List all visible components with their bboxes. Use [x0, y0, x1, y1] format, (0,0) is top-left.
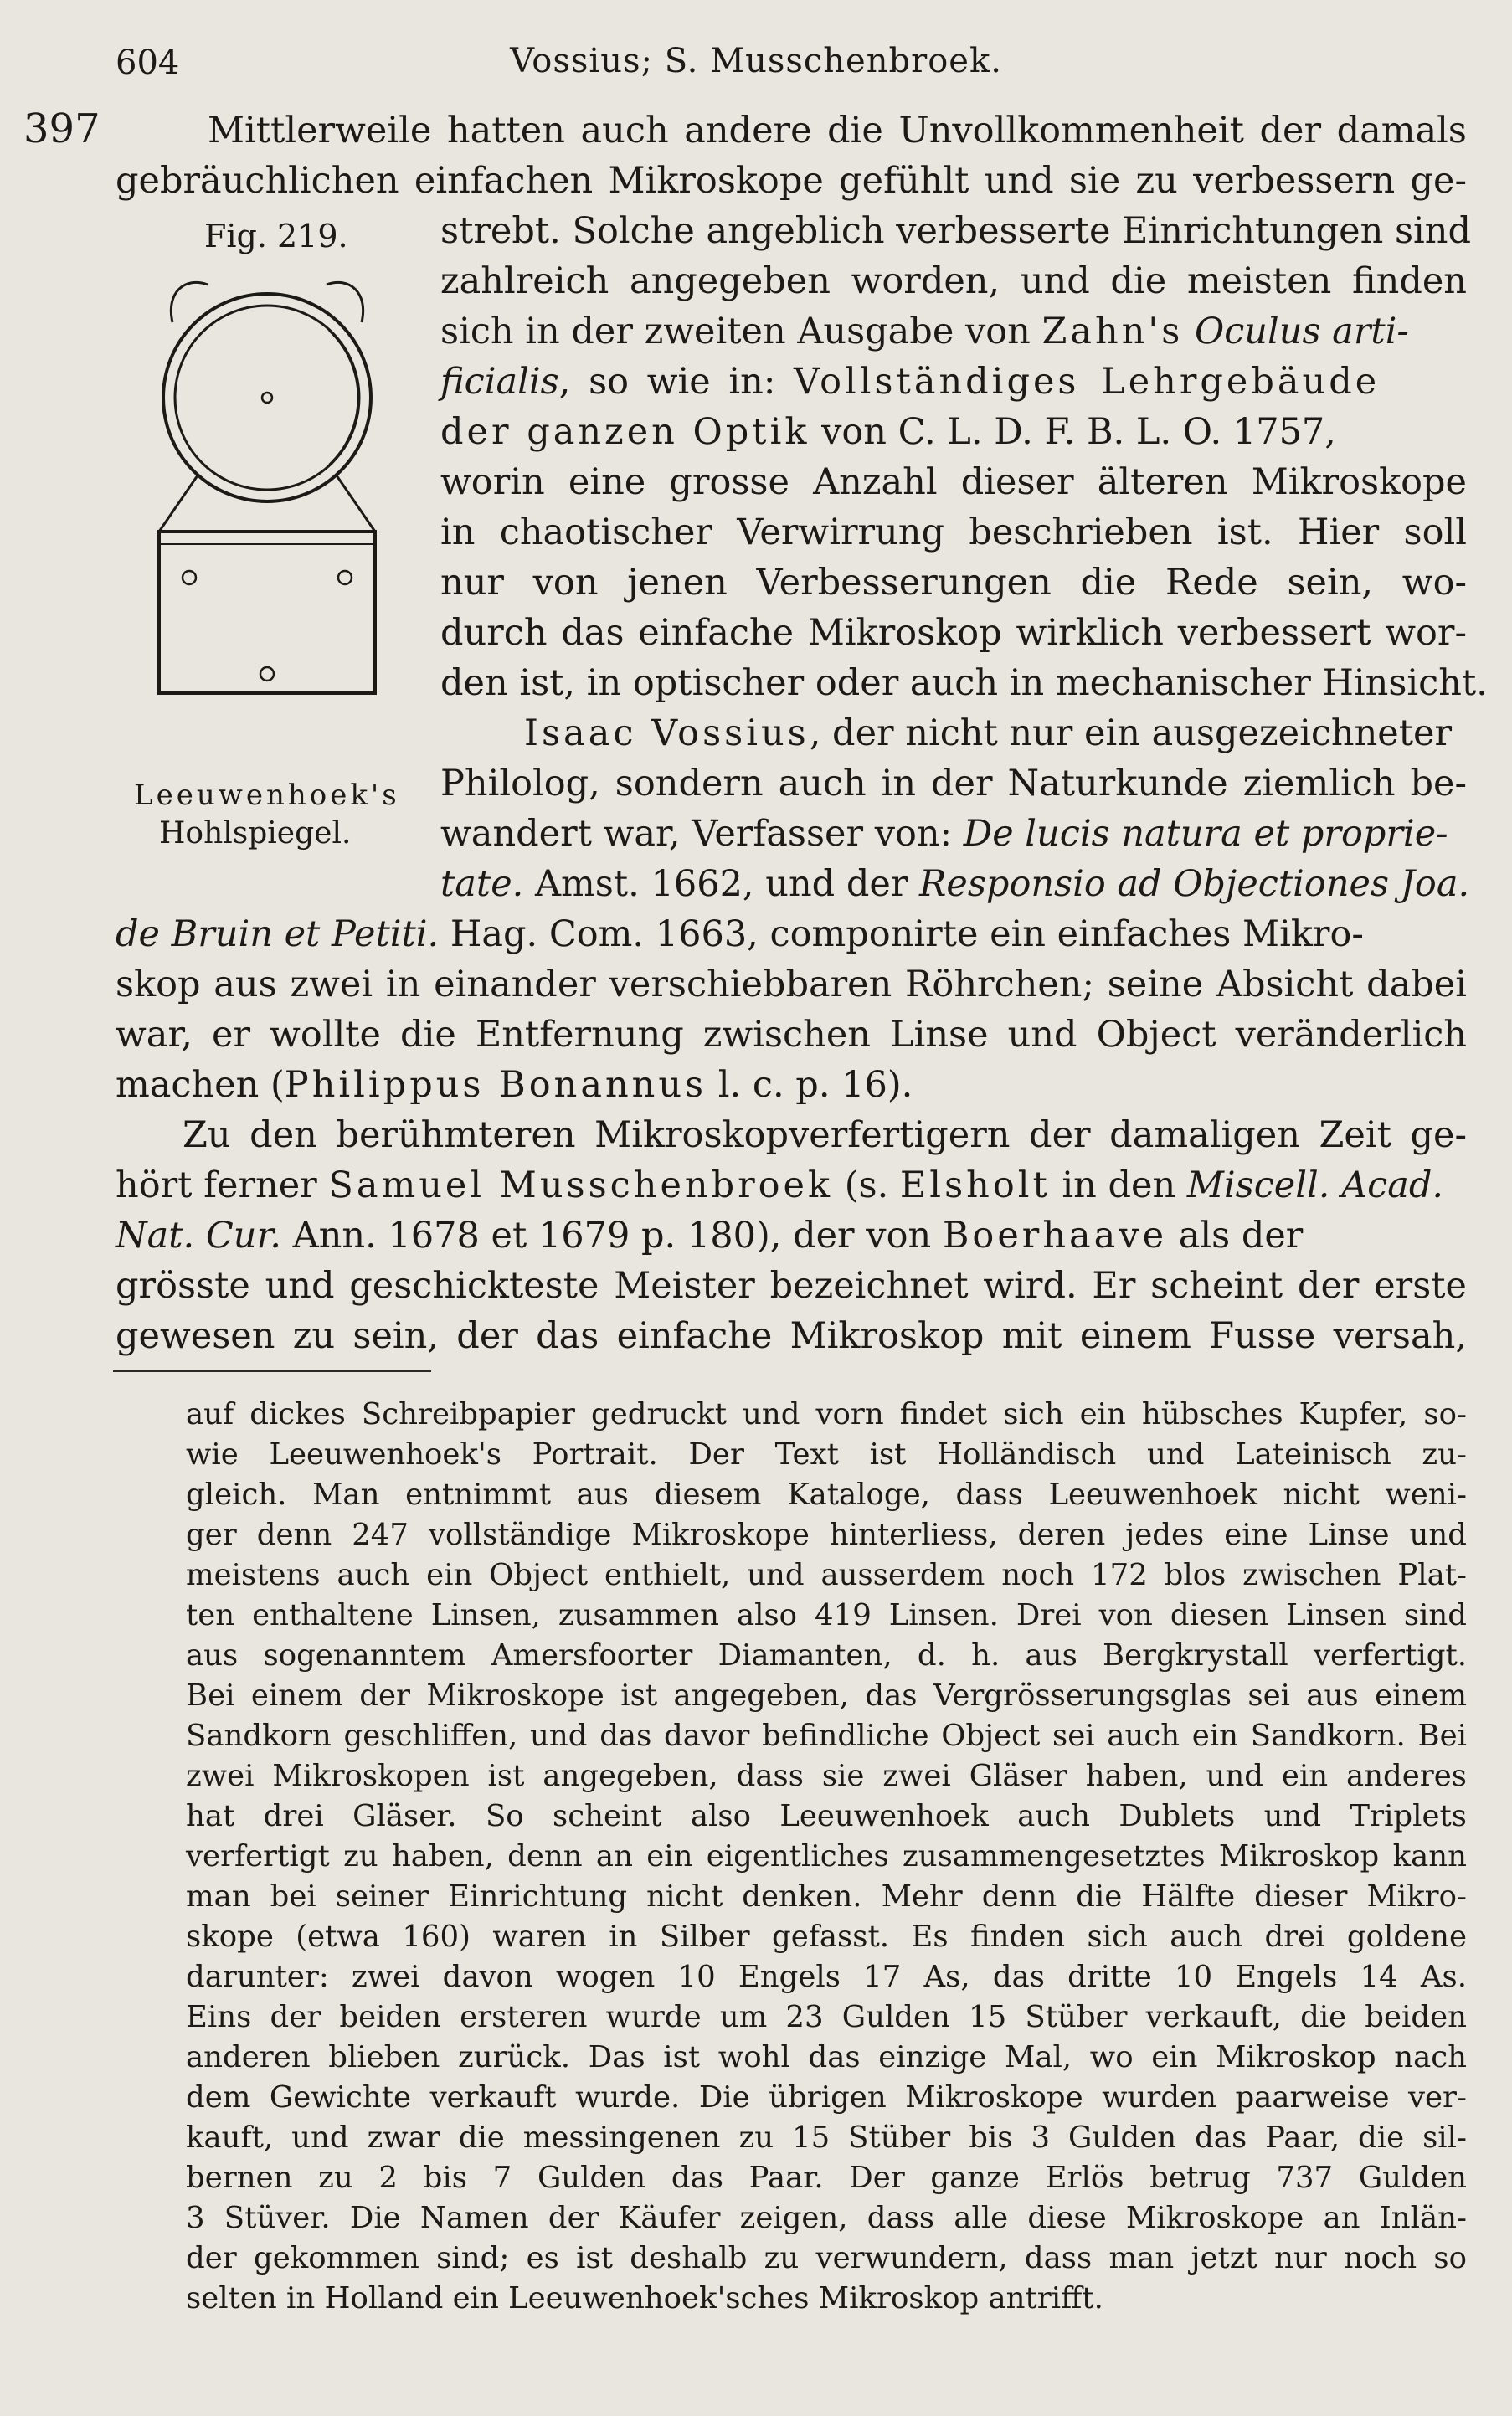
- footnote-line: kauft, und zwar die messingenen zu 15 Stüber bis 3 Gulden das Paar, die sil-: [186, 2120, 1467, 2155]
- text-line: ficialis, so wie in: Vollständiges Lehrgebäude: [440, 361, 1381, 403]
- figure-caption-name: Leeuwenhoek's: [134, 779, 400, 812]
- footnote-line: hat drei Gläser. So scheint also Leeuwenhoek auch Dublets und Triplets: [186, 1799, 1467, 1833]
- footnote-line: Sandkorn geschliffen, und das davor befindliche Object sei auch ein Sandkorn. Bei: [186, 1719, 1467, 1753]
- text-line: gewesen zu sein, der das einfache Mikroskop mit einem Fusse versah,: [116, 1315, 1467, 1357]
- text-line: durch das einfache Mikroskop wirklich verbessert wor-: [440, 612, 1467, 654]
- footnote-line: skope (etwa 160) waren in Silber gefasst. Es finden sich auch drei goldene: [186, 1920, 1467, 1954]
- text-line: gebräuchlichen einfachen Mikroskope gefühlt und sie zu verbessern ge-: [116, 160, 1467, 202]
- footnote-line: meistens auch ein Object enthielt, und ausserdem noch 172 blos zwischen Plat-: [186, 1558, 1467, 1592]
- text-line: sich in der zweiten Ausgabe von Zahn's Oculus arti-: [440, 311, 1409, 352]
- footnote-line: anderen blieben zurück. Das ist wohl das einzige Mal, wo ein Mikroskop nach: [186, 2040, 1467, 2074]
- footnote-line: gleich. Man entnimmt aus diesem Kataloge, dass Leeuwenhoek nicht weni-: [186, 1478, 1467, 1512]
- text-line: skop aus zwei in einander verschiebbaren Röhrchen; seine Absicht dabei: [116, 964, 1467, 1005]
- footnote-line: ger denn 247 vollständige Mikroskope hinterliess, deren jedes eine Linse und: [186, 1518, 1467, 1552]
- text-line: zahlreich angegeben worden, und die meisten finden: [440, 260, 1467, 302]
- footnote-line: selten in Holland ein Leeuwenhoek'sches Mikroskop antrifft.: [186, 2281, 1103, 2316]
- text-line: Philolog, sondern auch in der Naturkunde ziemlich be-: [440, 763, 1467, 804]
- footnote-line: zwei Mikroskopen ist angegeben, dass sie zwei Gläser haben, und ein anderes: [186, 1759, 1467, 1793]
- text-line: nur von jenen Verbesserungen die Rede sein, wo-: [440, 562, 1467, 604]
- text-line: der ganzen Optik von C. L. D. F. B. L. O. 1757,: [440, 411, 1336, 453]
- text-line: worin eine grosse Anzahl dieser älteren Mikroskope: [440, 461, 1467, 503]
- text-line: tate. Amst. 1662, und der Responsio ad Objectiones Joa.: [440, 863, 1470, 905]
- footnote-line: dem Gewichte verkauft wurde. Die übrigen Mikroskope wurden paarweise ver-: [186, 2080, 1467, 2115]
- figure-caption-desc: Hohlspiegel.: [159, 816, 352, 851]
- text-line: war, er wollte die Entfernung zwischen Linse und Object veränderlich: [116, 1014, 1467, 1056]
- page-number: 604: [116, 44, 180, 82]
- footnote-line: 3 Stüver. Die Namen der Käufer zeigen, dass alle diese Mikroskope an Inlän-: [186, 2201, 1467, 2235]
- leeuwenhoek-mirror-drawing: [149, 260, 385, 712]
- footnote-line: der gekommen sind; es ist deshalb zu verwundern, dass man jetzt nur noch so: [186, 2241, 1467, 2275]
- text-line: Zu den berühmteren Mikroskopverfertigern der damaligen Zeit ge-: [183, 1114, 1467, 1156]
- footnote-line: aus sogenanntem Amersfoorter Diamanten, d. h. aus Bergkrystall verfertigt.: [186, 1638, 1467, 1673]
- text-line: den ist, in optischer oder auch in mechanischer Hinsicht.: [440, 662, 1488, 704]
- text-line: Mittlerweile hatten auch andere die Unvollkommenheit der damals: [208, 110, 1467, 152]
- text-line: machen (Philippus Bonannus l. c. p. 16).: [116, 1064, 913, 1106]
- running-head: Vossius; S. Musschenbroek.: [510, 42, 1002, 80]
- footnote-line: man bei seiner Einrichtung nicht denken. Mehr denn die Hälfte dieser Mikro-: [186, 1879, 1467, 1914]
- footnote-line: auf dickes Schreibpapier gedruckt und vorn findet sich ein hübsches Kupfer, so-: [186, 1397, 1467, 1432]
- footnote-line: Bei einem der Mikroskope ist angegeben, das Vergrösserungsglas sei aus einem: [186, 1678, 1467, 1713]
- text-line: wandert war, Verfasser von: De lucis natura et proprie-: [440, 813, 1448, 855]
- footnote-line: darunter: zwei davon wogen 10 Engels 17 As, das dritte 10 Engels 14 As.: [186, 1960, 1467, 1994]
- footnote-line: ten enthaltene Linsen, zusammen also 419 Linsen. Drei von diesen Linsen sind: [186, 1598, 1467, 1632]
- footnote-line: Eins der beiden ersteren wurde um 23 Gulden 15 Stüber verkauft, die beiden: [186, 2000, 1467, 2034]
- text-line: in chaotischer Verwirrung beschrieben ist. Hier soll: [440, 511, 1467, 553]
- text-line: Nat. Cur. Ann. 1678 et 1679 p. 180), der von Boerhaave als der: [116, 1215, 1304, 1257]
- footnote-line: verfertigt zu haben, denn an ein eigentliches zusammengesetztes Mikroskop kann: [186, 1839, 1467, 1874]
- text-line: Isaac Vossius, der nicht nur ein ausgezeichneter: [524, 712, 1453, 754]
- text-line: de Bruin et Petiti. Hag. Com. 1663, componirte ein einfaches Mikro-: [116, 913, 1364, 955]
- footnote-line: bernen zu 2 bis 7 Gulden das Paar. Der ganze Erlös betrug 737 Gulden: [186, 2161, 1467, 2195]
- text-line: grösste und geschickteste Meister bezeichnet wird. Er scheint der erste: [116, 1265, 1467, 1307]
- text-line: strebt. Solche angeblich verbesserte Einrichtungen sind: [440, 210, 1472, 252]
- figure-label: Fig. 219.: [204, 218, 348, 254]
- footnote-line: wie Leeuwenhoek's Portrait. Der Text ist Holländisch und Lateinisch zu-: [186, 1437, 1467, 1472]
- text-line: hört ferner Samuel Musschenbroek (s. Elsholt in den Miscell. Acad.: [116, 1164, 1444, 1206]
- footnote-rule: [113, 1370, 431, 1372]
- margin-section-number: 397: [23, 105, 100, 152]
